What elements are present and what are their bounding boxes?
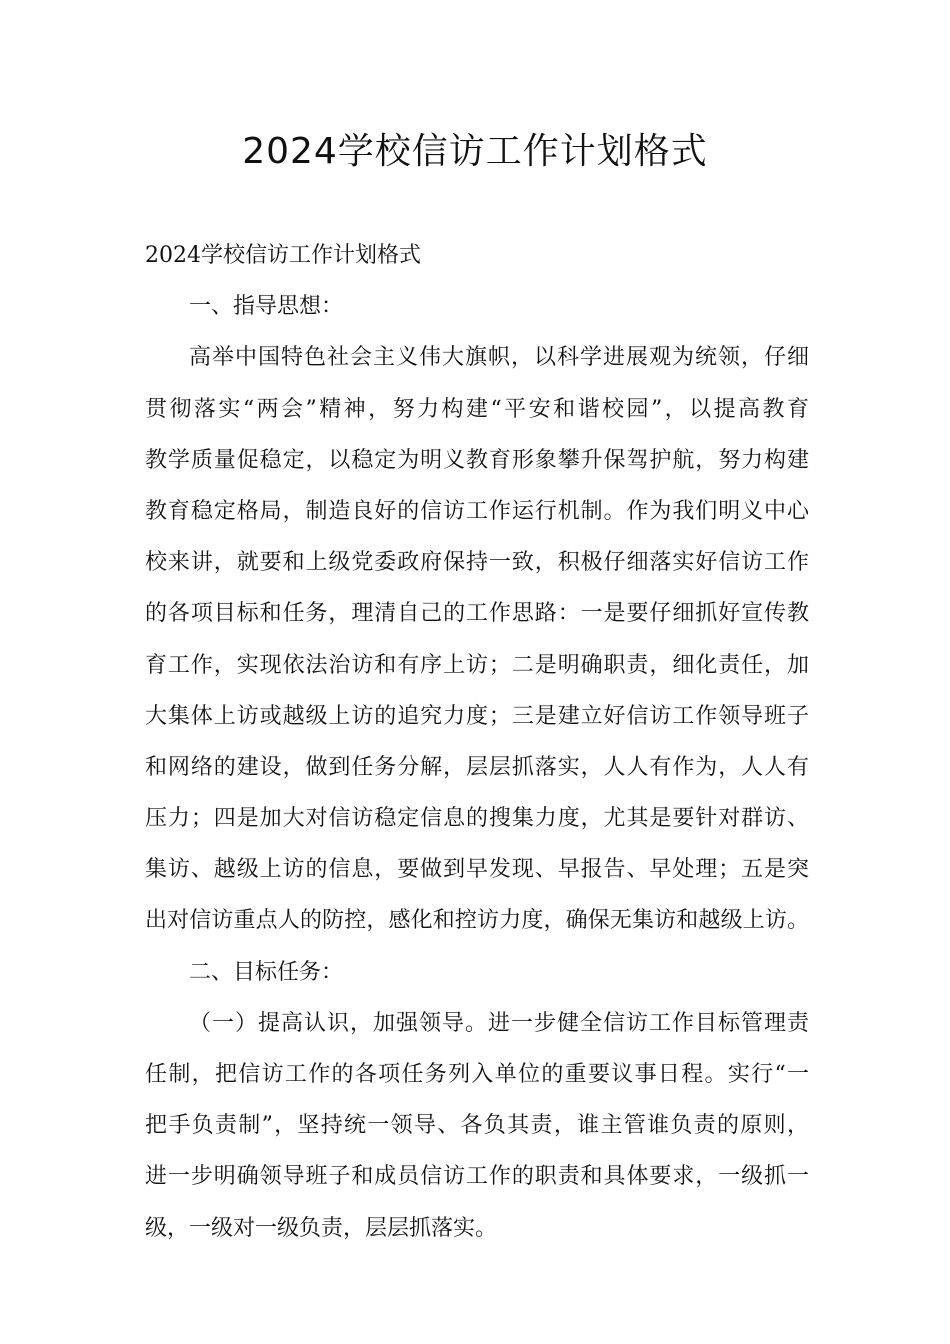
document-title: 2024学校信访工作计划格式 xyxy=(242,131,708,172)
paragraph-line: 和网络的建设，做到任务分解，层层抓落实，人人有作为，人人有 xyxy=(145,754,809,780)
section-heading-goals: 二、目标任务： xyxy=(189,959,344,985)
paragraph-line: 集访、越级上访的信息，要做到早发现、早报告、早处理；五是突 xyxy=(145,857,809,883)
subtitle-line: 2024学校信访工作计划格式 xyxy=(145,243,421,268)
paragraph-line: 校来讲，就要和上级党委政府保持一致，积极仔细落实好信访工作 xyxy=(145,550,809,576)
paragraph-line: 的各项目标和任务，理清自己的工作思路：一是要仔细抓好宣传教 xyxy=(145,601,809,627)
paragraph-line: 压力；四是加大对信访稳定信息的搜集力度，尤其是要针对群访、 xyxy=(145,806,809,832)
paragraph-line: 任制，把信访工作的各项任务列入单位的重要议事日程。实行“一 xyxy=(145,1062,809,1087)
paragraph-line: 出对信访重点人的防控，感化和控访力度，确保无集访和越级上访。 xyxy=(145,908,809,934)
paragraph-line: （一）提高认识，加强领导。进一步健全信访工作目标管理责 xyxy=(189,1010,809,1036)
paragraph-line: 级，一级对一级负责，层层抓落实。 xyxy=(145,1215,498,1241)
paragraph-line: 教育稳定格局，制造良好的信访工作运行机制。作为我们明义中心 xyxy=(145,498,809,524)
paragraph-line: 进一步明确领导班子和成员信访工作的职责和具体要求，一级抓一 xyxy=(145,1164,809,1190)
paragraph-line: 高举中国特色社会主义伟大旗帜，以科学进展观为统领，仔细 xyxy=(189,345,809,371)
paragraph-line: 育工作，实现依法治访和有序上访；二是明确职责，细化责任，加 xyxy=(145,652,809,678)
paragraph-line: 大集体上访或越级上访的追究力度；三是建立好信访工作领导班子 xyxy=(145,703,809,729)
paragraph-line: 教学质量促稳定，以稳定为明义教育形象攀升保驾护航，努力构建 xyxy=(145,447,809,473)
paragraph-line: 把手负责制”，坚持统一领导、各负其责，谁主管谁负责的原则， xyxy=(145,1113,809,1139)
paragraph-line: 贯彻落实“两会”精神，努力构建“平安和谐校园”，以提高教育 xyxy=(145,396,809,422)
document-body xyxy=(145,230,809,1254)
section-heading-guiding-thought: 一、指导思想： xyxy=(189,294,344,320)
